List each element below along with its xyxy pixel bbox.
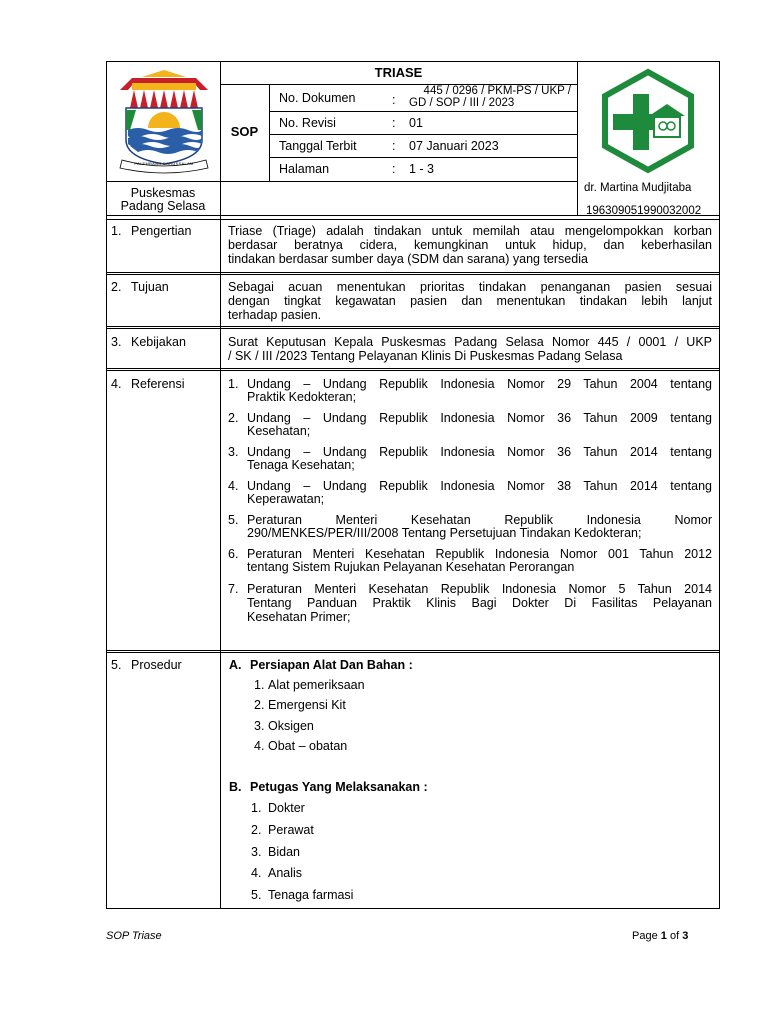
ref-1-number: 1. <box>228 377 239 391</box>
petugas-item-2-number: 2. <box>251 823 262 837</box>
section-number: 1. <box>111 224 122 238</box>
ref-5-line-1: Peraturan Menteri Kesehatan Republik Indonesia Nomor <box>247 513 712 527</box>
no-dokumen-label: No. Dokumen <box>279 91 356 105</box>
petugas-item-5-number: 5. <box>251 888 262 902</box>
org-name-line1: Puskesmas <box>130 186 196 200</box>
signer-name: dr. Martina Mudjitaba <box>584 182 692 194</box>
ref-5-line-2: 290/MENKES/PER/III/2008 Tentang Persetujuan Tindakan Kedokteran; <box>247 526 642 540</box>
sop-label: SOP <box>230 124 259 139</box>
prosedur-a-title: Persiapan Alat Dan Bahan : <box>250 658 413 672</box>
pengertian-line-3: tindakan berdasar sumber daya (SDM dan sarana) yang tersedia <box>228 252 588 266</box>
ref-4-number: 4. <box>228 479 239 493</box>
kebijakan-line-2: / SK / III /2023 Tentang Pelayanan Klinis Di Puskesmas Padang Selasa <box>228 349 623 363</box>
section-number: 4. <box>111 377 122 391</box>
ref-1-line-2: Praktik Kedokteran; <box>247 390 357 404</box>
ref-3-line-1: Undang – Undang Republik Indonesia Nomor 36 Tahun 2014 tentang <box>247 445 712 459</box>
alat-item-3: Oksigen <box>268 719 314 733</box>
ref-7-number: 7. <box>228 582 239 596</box>
ref-4-line-2: Keperawatan; <box>247 492 325 506</box>
org-name-line2: Padang Selasa <box>120 199 206 213</box>
ref-6-number: 6. <box>228 547 239 561</box>
document-title: TRIASE <box>374 65 423 80</box>
ref-5-number: 5. <box>228 513 239 527</box>
halaman-value: 1 - 3 <box>409 162 435 176</box>
pengertian-line-1: Triase (Triage) adalah tindakan untuk memilah atau mengelompokkan korban <box>228 224 712 238</box>
section-number: 5. <box>111 658 122 672</box>
petugas-item-3-number: 3. <box>251 845 262 859</box>
puskesmas-logo <box>593 66 703 176</box>
petugas-item-2: Perawat <box>268 823 314 837</box>
alat-item-2: Emergensi Kit <box>268 698 346 712</box>
ref-2-number: 2. <box>228 411 239 425</box>
footer-doc-name: SOP Triase <box>106 930 162 942</box>
city-emblem-logo <box>112 68 216 176</box>
ref-2-line-1: Undang – Undang Republik Indonesia Nomor 36 Tahun 2009 tentang <box>247 411 712 425</box>
ref-4-line-1: Undang – Undang Republik Indonesia Nomor 38 Tahun 2014 tentang <box>247 479 712 493</box>
signer-nip: 196309051990032002 <box>586 205 702 217</box>
footer-of-word: of <box>669 930 680 942</box>
no-dokumen-value-1: 445 / 0296 / PKM-PS / UKP / <box>423 85 571 97</box>
alat-item-4: Obat – obatan <box>268 739 348 753</box>
footer-page-word: Page <box>632 930 658 942</box>
ref-7-line-3: Kesehatan Primer; <box>247 610 351 624</box>
tujuan-line-1: Sebagai acuan menentukan prioritas tindakan penanganan pasien sesuai <box>228 280 712 294</box>
tanggal-terbit-label: Tanggal Terbit <box>279 139 357 153</box>
petugas-item-1: Dokter <box>268 801 305 815</box>
halaman-label: Halaman <box>279 162 330 176</box>
ref-7-line-1: Peraturan Menteri Kesehatan Republik Indonesia Nomor 5 Tahun 2014 <box>247 582 712 596</box>
kebijakan-line-1: Surat Keputusan Kepala Puskesmas Padang Selasa Nomor 445 / 0001 / UKP <box>228 335 712 349</box>
prosedur-a-letter: A. <box>229 658 242 672</box>
tujuan-line-2: dengan tingkat kegawatan pasien dan menentukan tindakan lebih lanjut <box>228 294 712 308</box>
alat-item-2-number: 2. <box>254 698 265 712</box>
petugas-item-5: Tenaga farmasi <box>268 888 354 902</box>
section-label: Kebijakan <box>131 335 186 349</box>
alat-item-4-number: 4. <box>254 739 265 753</box>
section-label: Prosedur <box>131 658 182 672</box>
section-label: Tujuan <box>131 280 169 294</box>
footer-page-total: 3 <box>682 930 689 942</box>
section-number: 2. <box>111 280 122 294</box>
ref-2-line-2: Kesehatan; <box>247 424 311 438</box>
ref-6-line-1: Peraturan Menteri Kesehatan Republik Indonesia Nomor 001 Tahun 2012 <box>247 547 712 561</box>
petugas-item-4-number: 4. <box>251 866 262 880</box>
petugas-item-4: Analis <box>268 866 303 880</box>
footer-page-num: 1 <box>660 930 667 942</box>
alat-item-1-number: 1. <box>254 678 265 692</box>
emblem-banner-text: PALEMBANG DARUSSALAM <box>134 161 194 166</box>
prosedur-b-letter: B. <box>229 780 242 794</box>
no-dokumen-value-2: GD / SOP / III / 2023 <box>409 97 515 109</box>
no-revisi-colon: : <box>392 116 396 130</box>
section-number: 3. <box>111 335 122 349</box>
no-dokumen-colon: : <box>392 93 396 107</box>
no-revisi-label: No. Revisi <box>279 116 336 130</box>
alat-item-3-number: 3. <box>254 719 265 733</box>
petugas-item-3: Bidan <box>268 845 300 859</box>
petugas-item-1-number: 1. <box>251 801 262 815</box>
section-label: Referensi <box>131 377 185 391</box>
section-label: Pengertian <box>131 224 192 238</box>
tanggal-terbit-value: 07 Januari 2023 <box>409 139 499 153</box>
footer-page-indicator <box>632 930 688 942</box>
prosedur-b-title: Petugas Yang Melaksanakan : <box>250 780 428 794</box>
pengertian-line-2: berdasar beratnya cidera, kemungkinan untuk hidup, dan keberhasilan <box>228 238 712 252</box>
halaman-colon: : <box>392 162 396 176</box>
ref-6-line-2: tentang Sistem Rujukan Pelayanan Kesehatan Perorangan <box>247 560 575 574</box>
tanggal-terbit-colon: : <box>392 139 396 153</box>
tujuan-line-3: terhadap pasien. <box>228 308 322 322</box>
ref-1-line-1: Undang – Undang Republik Indonesia Nomor 29 Tahun 2004 tentang <box>247 377 712 391</box>
alat-item-1: Alat pemeriksaan <box>268 678 365 692</box>
ref-3-line-2: Tenaga Kesehatan; <box>247 458 355 472</box>
ref-3-number: 3. <box>228 445 239 459</box>
no-revisi-value: 01 <box>409 116 423 130</box>
ref-7-line-2: Tentang Panduan Praktik Klinis Bagi Dokter Di Fasilitas Pelayanan <box>247 596 712 610</box>
